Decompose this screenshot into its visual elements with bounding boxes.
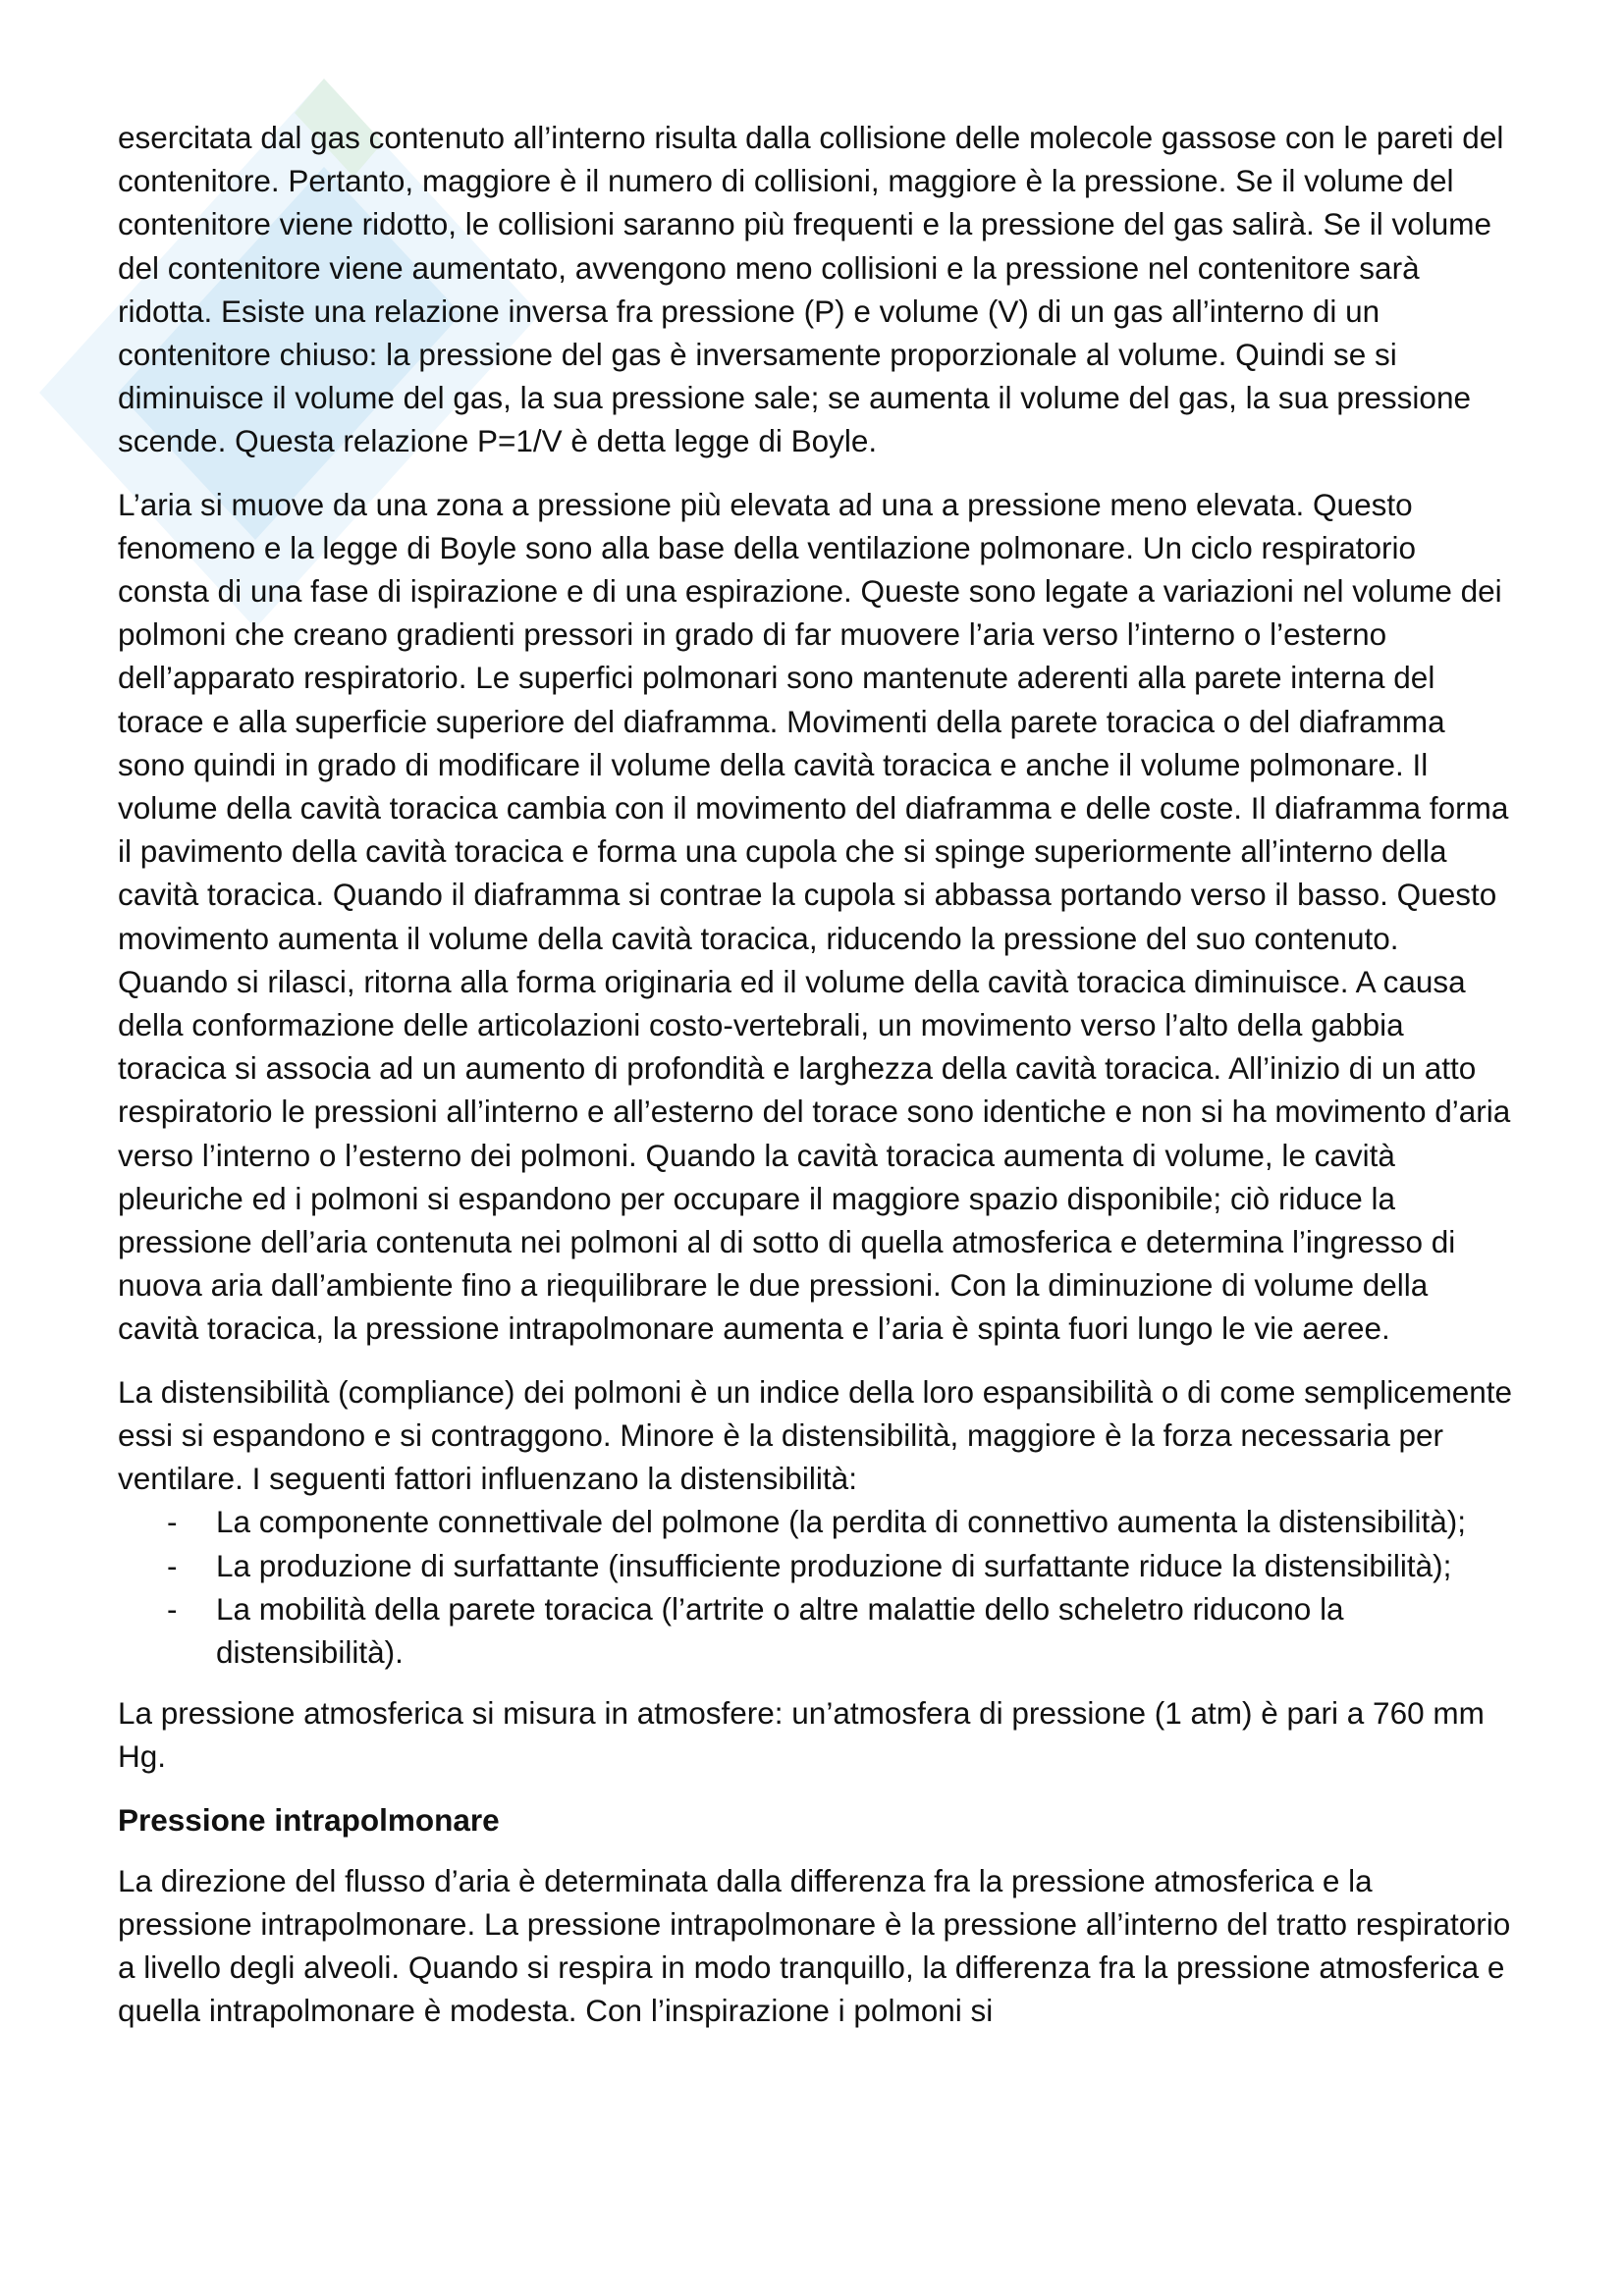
list-item-text: La componente connettivale del polmone (la perdita di connettivo aumenta la distensibilità);: [216, 1504, 1467, 1540]
section-heading: Pressione intrapolmonare: [118, 1801, 500, 1838]
list-item: [118, 1544, 1512, 1587]
compliance-factors-list: [118, 1500, 1512, 1674]
paragraph-atmospheric-pressure: La pressione atmosferica si misura in atmosfere: un’atmosfera di pressione (1 atm) è pari a 760 mm Hg.: [118, 1695, 1485, 1775]
list-bullet: -: [167, 1504, 178, 1540]
paragraph-boyle: esercitata dal gas contenuto all’interno risulta dalla collisione delle molecole gassose con le pareti del contenitore. Pertanto, maggiore è il numero di collisioni, maggiore è la pressione. Se il volume del contenitore viene ridotto, le collisioni saranno più frequenti e la pressione del gas salirà. Se il volume del contenitore viene aumentato, avvengono meno collisioni e la pressione nel contenitore sarà ridotta. Esiste una relazione inversa fra pressione (P) e volume (V) di un gas all’interno di un contenitore chiuso: la pressione del gas è inversamente proporzionale al volume. Quindi se si diminuisce il volume del gas, la sua pressione sale; se aumenta il volume del gas, la sua pressione scende. Questa relazione P=1/V è detta legge di Boyle.: [118, 120, 1504, 459]
paragraph-intrapulmonary: La direzione del flusso d’aria è determinata dalla differenza fra la pressione atmosferica e la pressione intrapolmonare. La pressione intrapolmonare è la pressione all’interno del tratto respiratorio a livello degli alveoli. Quando si respira in modo tranquillo, la differenza fra la pressione atmosferica e quella intrapolmonare è modesta. Con l’inspirazione i polmoni si: [118, 1862, 1511, 2029]
list-bullet: -: [167, 1590, 178, 1627]
paragraph-ventilation: L’aria si muove da una zona a pressione più elevata ad una a pressione meno elevata. Questo fenomeno e la legge di Boyle sono alla base della ventilazione polmonare. Un ciclo respiratorio consta di una fase di ispirazione e di una espirazione. Queste sono legate a variazioni nel volume dei polmoni che creano gradienti pressori in grado di far muovere l’aria verso l’interno o l’esterno dell’apparato respiratorio. Le superfici polmonari sono mantenute aderenti alla parete interna del torace e alla superficie superiore del diaframma. Movimenti della parete toracica o del diaframma sono quindi in grado di modificare il volume della cavità toracica e anche il volume polmonare. Il volume della cavità toracica cambia con il movimento del diaframma e delle coste. Il diaframma forma il pavimento della cavità toracica e forma una cupola che si spinge superiormente all’interno della cavità toracica. Quando il diaframma si contrae la cupola si abbassa portando verso il basso. Questo movimento aumenta il volume della cavità toracica, riducendo la pressione del suo contenuto. Quando si rilasci, ritorna alla forma originaria ed il volume della cavità toracica diminuisce. A causa della conformazione delle articolazioni costo-vertebrali, un movimento verso l’alto della gabbia toracica si associa ad un aumento di profondità e larghezza della cavità toracica. All’inizio di un atto respiratorio le pressioni all’interno e all’esterno del torace sono identiche e non si ha movimento d’aria verso l’interno o l’esterno dei polmoni. Quando la cavità toracica aumenta di volume, le cavità pleuriche ed i polmoni si espandono per occupare il maggiore spazio disponibile; ciò riduce la pressione dell’aria contenuta nei polmoni al di sotto di quella atmosferica e determina l’ingresso di nuova aria dall’ambiente fino a riequilibrare le due pressioni. Con la diminuzione di volume della cavità toracica, la pressione intrapolmonare aumenta e l’aria è spinta fuori lungo le vie aeree.: [118, 486, 1511, 1347]
list-item-text: La produzione di surfattante (insufficiente produzione di surfattante riduce la distensibilità);: [216, 1547, 1452, 1583]
list-bullet: -: [167, 1547, 178, 1583]
list-item: [118, 1500, 1512, 1543]
paragraph-compliance: La distensibilità (compliance) dei polmoni è un indice della loro espansibilità o di come semplicemente essi si espandono e si contraggono. Minore è la distensibilità, maggiore è la forza necessaria per ventilare. I seguenti fattori influenzano la distensibilità:: [118, 1373, 1513, 1497]
list-item-text: La mobilità della parete toracica (l’artrite o altre malattie dello scheletro riducono la distensibilità).: [216, 1590, 1344, 1670]
list-item: [118, 1587, 1512, 1674]
document-body: [118, 116, 1512, 2051]
